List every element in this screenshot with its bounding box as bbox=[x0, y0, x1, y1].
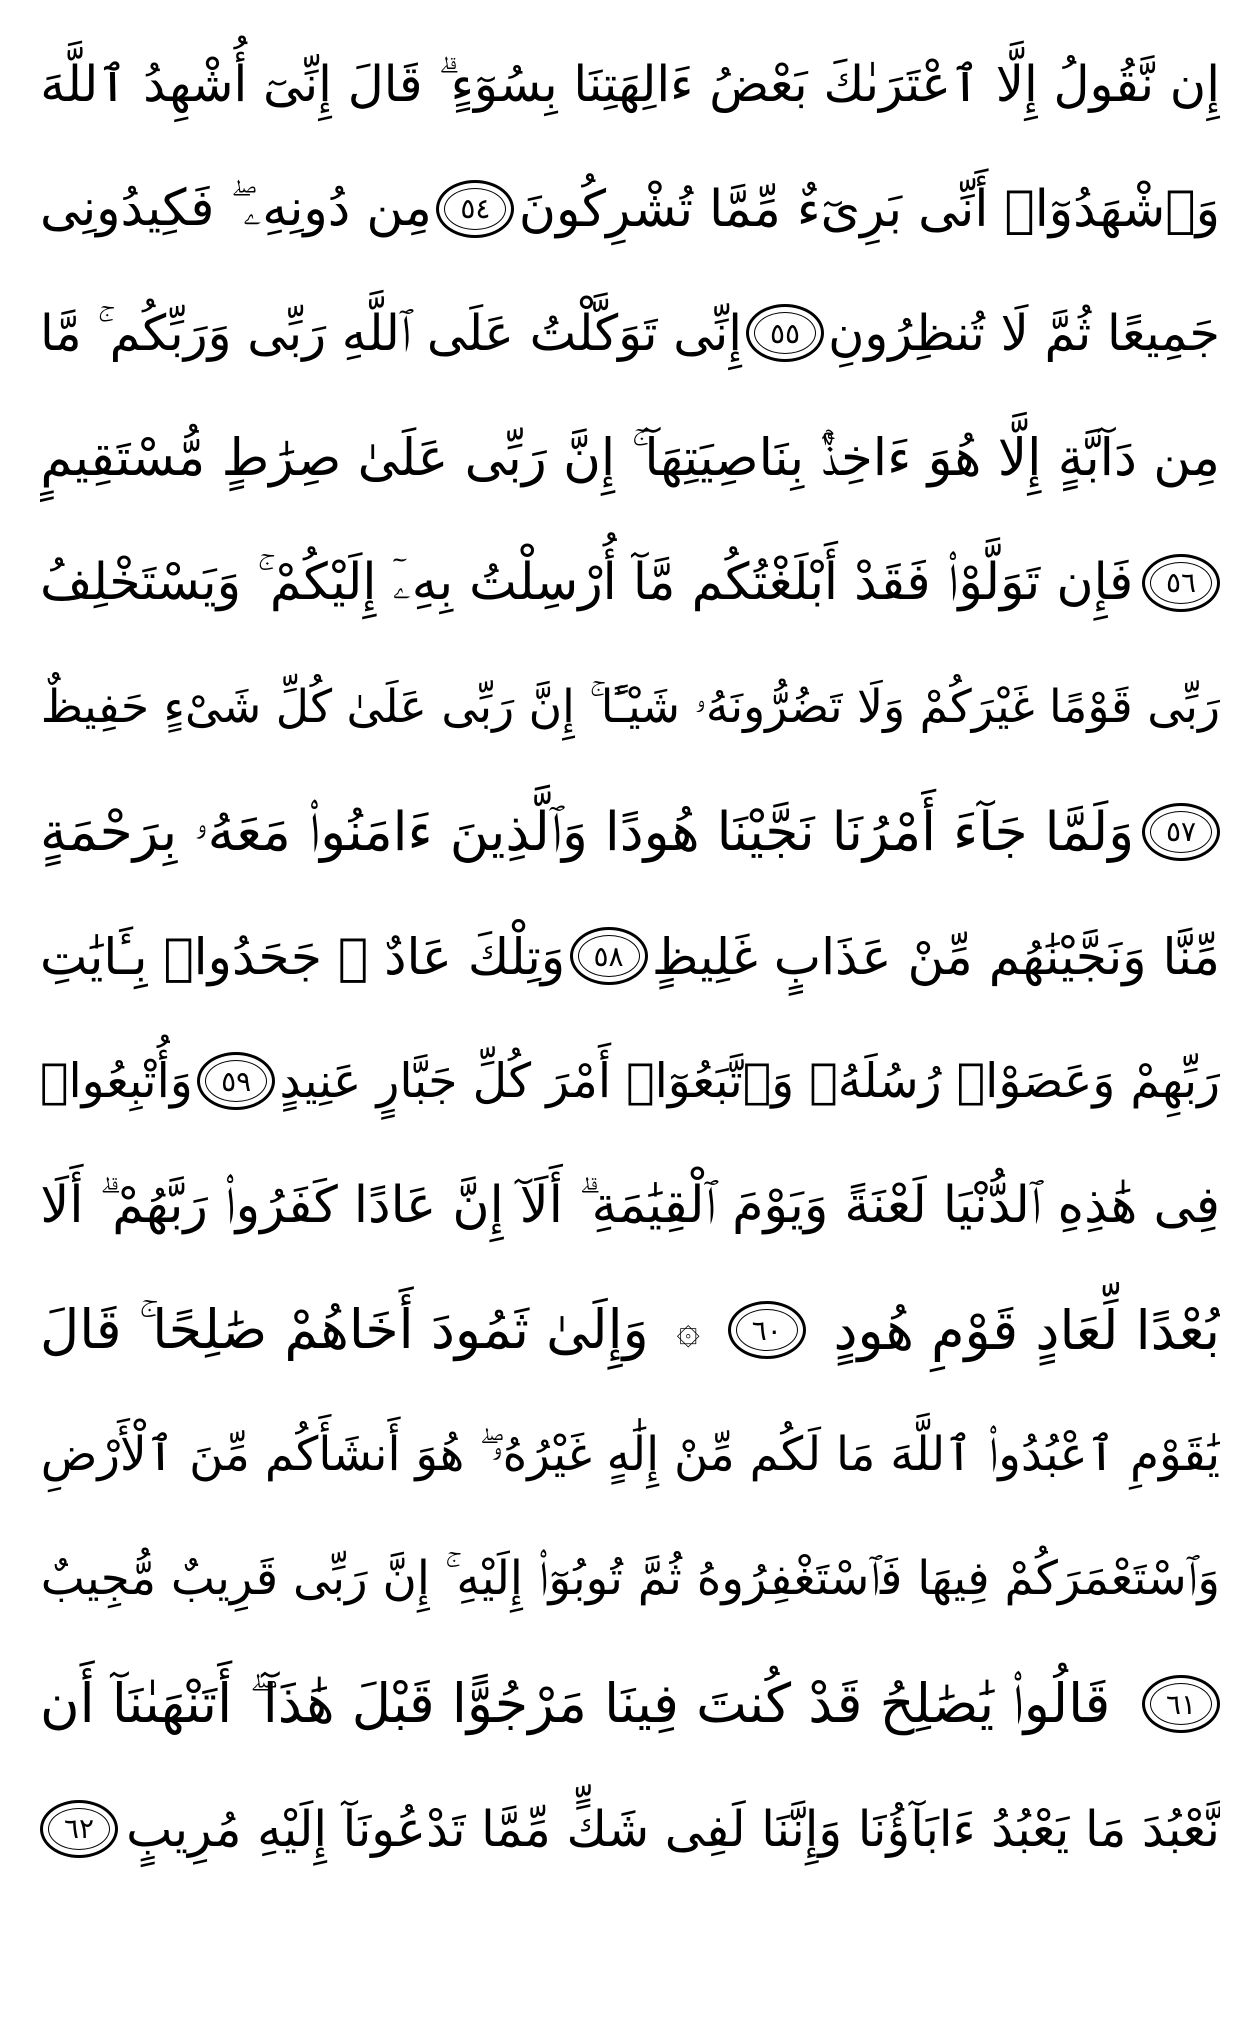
verse-text: رَبِّى قَوْمًا غَيْرَكُمْ وَلَا تَضُرُّونَهُۥ شَيْـًٔا ۚ إِنَّ رَبِّى عَلَىٰ كُلِّ شَىْءٍ حَفِيظٌ bbox=[40, 679, 1220, 733]
ayah-number-marker: ٥٨ bbox=[570, 927, 648, 985]
ayah-number-marker: ٥٩ bbox=[197, 1052, 275, 1110]
ayah-number-marker: ٥٥ bbox=[746, 304, 824, 362]
verse-text: وَأُتْبِعُوا۟ bbox=[40, 1053, 193, 1109]
text-line bbox=[40, 1393, 1220, 1518]
text-line bbox=[40, 1642, 1220, 1767]
verse-text: فَإِن تَوَلَّوْا۟ فَقَدْ أَبْلَغْتُكُم مَّآ أُرْسِلْتُ بِهِۦٓ إِلَيْكُمْ ۚ وَيَسْتَخْلِفُ bbox=[40, 552, 1134, 612]
text-line bbox=[40, 22, 1220, 147]
mushaf-page bbox=[40, 22, 1220, 2016]
text-line bbox=[40, 1143, 1220, 1268]
verse-text: فِى هَٰذِهِ ٱلدُّنْيَا لَعْنَةً وَيَوْمَ ٱلْقِيَٰمَةِ ۗ أَلَآ إِنَّ عَادًا كَفَرُوا۟ رَبَّهُمْ ۗ أَلَا bbox=[40, 1175, 1220, 1235]
verse-text: إِن نَّقُولُ إِلَّا ٱعْتَرَىٰكَ بَعْضُ ءَالِهَتِنَا بِسُوٓءٍ ۗ قَالَ إِنِّىٓ أُشْهِدُ ٱللَّهَ bbox=[40, 54, 1220, 113]
text-line bbox=[40, 520, 1220, 645]
rub-el-hizb-icon: ۞ bbox=[676, 1307, 700, 1354]
text-line bbox=[40, 271, 1220, 396]
verse-text: يَٰقَوْمِ ٱعْبُدُوا۟ ٱللَّهَ مَا لَكُم مِّنْ إِلَٰهٍ غَيْرُهُۥ ۖ هُوَ أَنشَأَكُم مِّنَ ٱلْأَرْضِ bbox=[40, 1426, 1220, 1482]
ayah-number-marker: ٦١ bbox=[1142, 1675, 1220, 1733]
verse-text: مِن دُونِهِۦ ۖ فَكِيدُونِى bbox=[40, 178, 432, 238]
verse-text: رَبِّهِمْ وَعَصَوْا۟ رُسُلَهُۥ وَٱتَّبَعُوٓا۟ أَمْرَ كُلِّ جَبَّارٍ عَنِيدٍ bbox=[279, 1053, 1220, 1109]
ayah-number-marker: ٥٤ bbox=[436, 180, 514, 238]
ayah-number-marker: ٥٦ bbox=[1142, 554, 1220, 612]
verse-text: نَّعْبُدَ مَا يَعْبُدُ ءَابَآؤُنَا وَإِنَّنَا لَفِى شَكٍّ مِّمَّا تَدْعُونَآ إِلَيْهِ مُرِيبٍ bbox=[126, 1799, 1220, 1858]
verse-text: مِن دَآبَّةٍ إِلَّا هُوَ ءَاخِذٌۢ بِنَاصِيَتِهَآ ۚ إِنَّ رَبِّى عَلَىٰ صِرَٰطٍ مُّسْتَقِيمٍ bbox=[40, 427, 1220, 488]
text-line bbox=[40, 1019, 1220, 1144]
text-line bbox=[40, 1517, 1220, 1642]
verse-text: وَلَمَّا جَآءَ أَمْرُنَا نَجَّيْنَا هُودًا وَٱلَّذِينَ ءَامَنُوا۟ مَعَهُۥ بِرَحْمَةٍ bbox=[40, 799, 1135, 863]
ayah-number-marker: ٥٧ bbox=[1142, 803, 1220, 861]
verse-text: مِّنَّا وَنَجَّيْنَٰهُم مِّنْ عَذَابٍ غَلِيظٍ bbox=[651, 926, 1220, 986]
text-line bbox=[40, 770, 1220, 895]
text-line bbox=[40, 1268, 1220, 1393]
text-line bbox=[40, 645, 1220, 770]
text-line bbox=[40, 147, 1220, 272]
text-line bbox=[40, 894, 1220, 1019]
text-line bbox=[40, 396, 1220, 521]
ayah-number-marker: ٦٢ bbox=[40, 1800, 118, 1858]
verse-text: جَمِيعًا ثُمَّ لَا تُنظِرُونِ bbox=[828, 304, 1220, 363]
verse-text: إِنِّى تَوَكَّلْتُ عَلَى ٱللَّهِ رَبِّى وَرَبِّكُم ۚ مَّا bbox=[40, 303, 742, 362]
ayah-number-marker: ٦٠ bbox=[728, 1301, 806, 1359]
verse-text: وَإِلَىٰ ثَمُودَ أَخَاهُمْ صَٰلِحًا ۚ قَالَ bbox=[40, 1298, 649, 1362]
verse-text: وَتِلْكَ عَادٌ ۖ جَحَدُوا۟ بِـَٔايَٰتِ bbox=[40, 926, 566, 986]
verse-text: بُعْدًا لِّعَادٍ قَوْمِ هُودٍ bbox=[833, 1298, 1220, 1362]
text-line bbox=[40, 1766, 1220, 1891]
verse-text: وَٱسْتَعْمَرَكُمْ فِيهَا فَٱسْتَغْفِرُوهُ ثُمَّ تُوبُوٓا۟ إِلَيْهِ ۚ إِنَّ رَبِّى قَرِيبٌ مُّجِيبٌ bbox=[40, 1551, 1220, 1606]
verse-text: قَالُوا۟ يَٰصَٰلِحُ قَدْ كُنتَ فِينَا مَرْجُوًّا قَبْلَ هَٰذَآ ۖ أَتَنْهَىٰنَآ أَن bbox=[40, 1672, 1111, 1736]
verse-text: وَٱشْهَدُوٓا۟ أَنِّى بَرِىٓءٌ مِّمَّا تُشْرِكُونَ bbox=[518, 179, 1220, 239]
